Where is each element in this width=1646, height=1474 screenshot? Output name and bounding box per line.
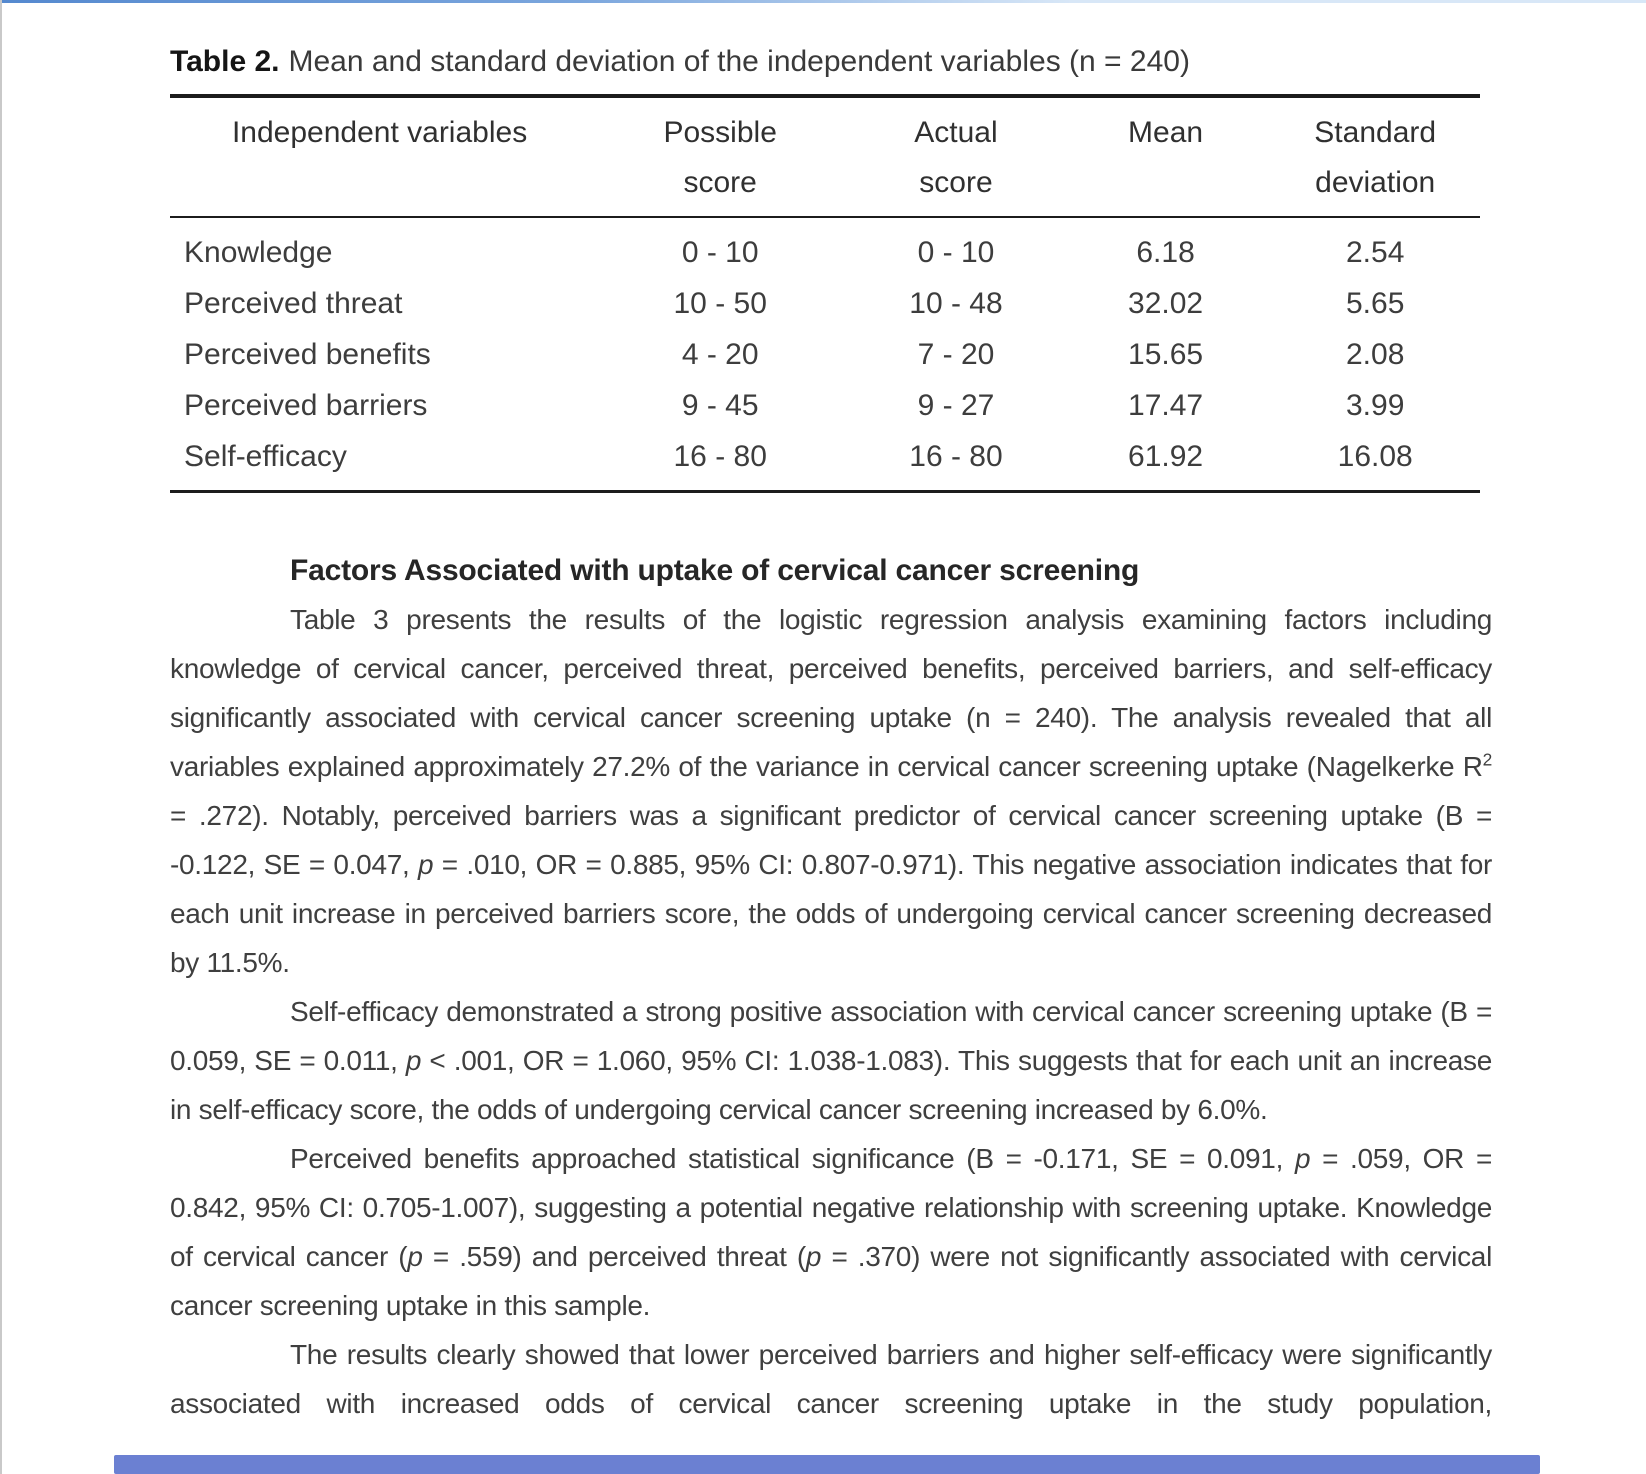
column-header-independent-variables <box>170 96 589 217</box>
text-run: < .001, OR = 1.060, 95% CI: 1.038-1.083). This suggests that for each unit an increase in self-efficacy score, the odds of undergoing cervical cancer screening increased by 6.0%. <box>170 1045 1492 1125</box>
table-cell-actual: 7 - 20 <box>917 337 995 371</box>
text-run: The results clearly showed that lower perceived barriers and higher self-efficacy were significantly associated with increased odds of cervical cancer screening uptake in the study population, <box>170 1339 1492 1419</box>
table-cell-sd: 3.99 <box>1345 388 1405 422</box>
text-run: Perceived benefits approached statistical significance (B = -0.171, SE = 0.091, <box>290 1143 1295 1174</box>
section-heading: Factors Associated with uptake of cervical cancer screening <box>290 554 1140 587</box>
column-header-text: deviation <box>1315 166 1436 199</box>
table-cell-possible: 9 - 45 <box>681 388 759 422</box>
table-2 <box>170 94 1480 493</box>
table-body <box>170 217 1480 492</box>
column-header-text: Actual <box>914 116 998 149</box>
table-cell-sd: 2.54 <box>1345 235 1405 269</box>
table-cell-possible: 0 - 10 <box>681 235 759 269</box>
table-header-row <box>170 96 1480 217</box>
text-run: = .010, OR = 0.885, 95% CI: 0.807-0.971). This negative association indicates that for each unit increase in perceived barriers score, the odds of undergoing cervical cancer screening decreased by 11.5%. <box>170 849 1492 978</box>
table-cell-variable: Self-efficacy <box>184 439 347 473</box>
text-run: p <box>1294 1143 1311 1174</box>
table-cell-mean: 32.02 <box>1128 286 1204 320</box>
column-header-text: score <box>919 166 993 199</box>
window-top-edge-line <box>2 0 1646 3</box>
paragraph-2 <box>170 987 1492 1134</box>
table-cell-actual: 10 - 48 <box>909 286 1003 320</box>
table-caption-label: Table 2. <box>170 45 280 78</box>
table-row <box>170 217 1480 278</box>
text-run: = .559) and perceived threat ( <box>422 1241 806 1272</box>
table-row <box>170 431 1480 492</box>
text-run: = .059, OR = 0.842, 95% CI: 0.705-1.007), suggesting a potential negative relationship with screening uptake. Knowledge of cervical cancer ( <box>170 1143 1492 1272</box>
paragraph-4 <box>170 1330 1492 1428</box>
table-caption <box>170 44 1492 80</box>
text-run: = .370) were not significantly associated with cervical cancer screening uptake in this sample. <box>170 1241 1492 1321</box>
table-row <box>170 278 1480 329</box>
table-cell-actual: 9 - 27 <box>917 388 995 422</box>
text-run: Table 3 presents the results of the logistic regression analysis examining factors including knowledge of cervical cancer, perceived threat, perceived benefits, perceived barriers, and self-efficacy significantly associated with cervical cancer screening uptake (n = 240). The analysis revealed that all variables explained approximately 27.2% of the variance in cervical cancer screening uptake (Nagelkerke R <box>170 604 1492 782</box>
text-run: p <box>405 1045 422 1076</box>
column-header-text: Independent variables <box>231 116 528 149</box>
table-cell-sd: 2.08 <box>1345 337 1405 371</box>
paragraph-1 <box>170 595 1492 987</box>
table-cell-possible: 4 - 20 <box>681 337 759 371</box>
table-row <box>170 329 1480 380</box>
table-cell-sd: 5.65 <box>1345 286 1405 320</box>
table-cell-possible: 10 - 50 <box>673 286 767 320</box>
table-cell-variable: Perceived benefits <box>184 337 431 371</box>
text-run: p <box>805 1241 822 1272</box>
text-run: Self-efficacy demonstrated a strong positive association with cervical cancer screening uptake (B = 0.059, SE = 0.011, <box>170 996 1492 1076</box>
column-header-actual-score <box>851 96 1061 217</box>
column-header-possible-score <box>589 96 851 217</box>
table-cell-mean: 17.47 <box>1128 388 1204 422</box>
table-cell-possible: 16 - 80 <box>673 439 767 473</box>
table-cell-variable: Knowledge <box>184 235 333 269</box>
table-cell-actual: 16 - 80 <box>909 439 1003 473</box>
bottom-accent-bar <box>114 1455 1540 1474</box>
page-content <box>170 44 1492 1428</box>
column-header-text: Standard <box>1314 116 1437 149</box>
paragraph-3 <box>170 1134 1492 1330</box>
table-cell-actual: 0 - 10 <box>917 235 995 269</box>
table-cell-sd: 16.08 <box>1337 439 1413 473</box>
column-header-standard-deviation <box>1270 96 1480 217</box>
table-cell-mean: 6.18 <box>1136 235 1195 269</box>
table-cell-variable: Perceived threat <box>184 286 403 320</box>
table-cell-variable: Perceived barriers <box>184 388 428 422</box>
table-cell-mean: 61.92 <box>1128 439 1204 473</box>
column-header-text: score <box>683 166 757 199</box>
table-cell-mean: 15.65 <box>1128 337 1204 371</box>
column-header-mean <box>1061 96 1271 217</box>
column-header-text: Mean <box>1128 116 1204 149</box>
text-run: 2 <box>1482 749 1492 770</box>
text-run: p <box>407 1241 423 1272</box>
table-row <box>170 380 1480 431</box>
column-header-text: Possible <box>663 116 777 149</box>
text-run: p <box>417 849 434 880</box>
text-run: = .272). Notably, perceived barriers was a significant predictor of cervical cancer screening uptake (B = -0.122, SE = 0.047, <box>170 800 1492 880</box>
table-caption-text: Mean and standard deviation of the independent variables (n = 240) <box>288 45 1190 78</box>
